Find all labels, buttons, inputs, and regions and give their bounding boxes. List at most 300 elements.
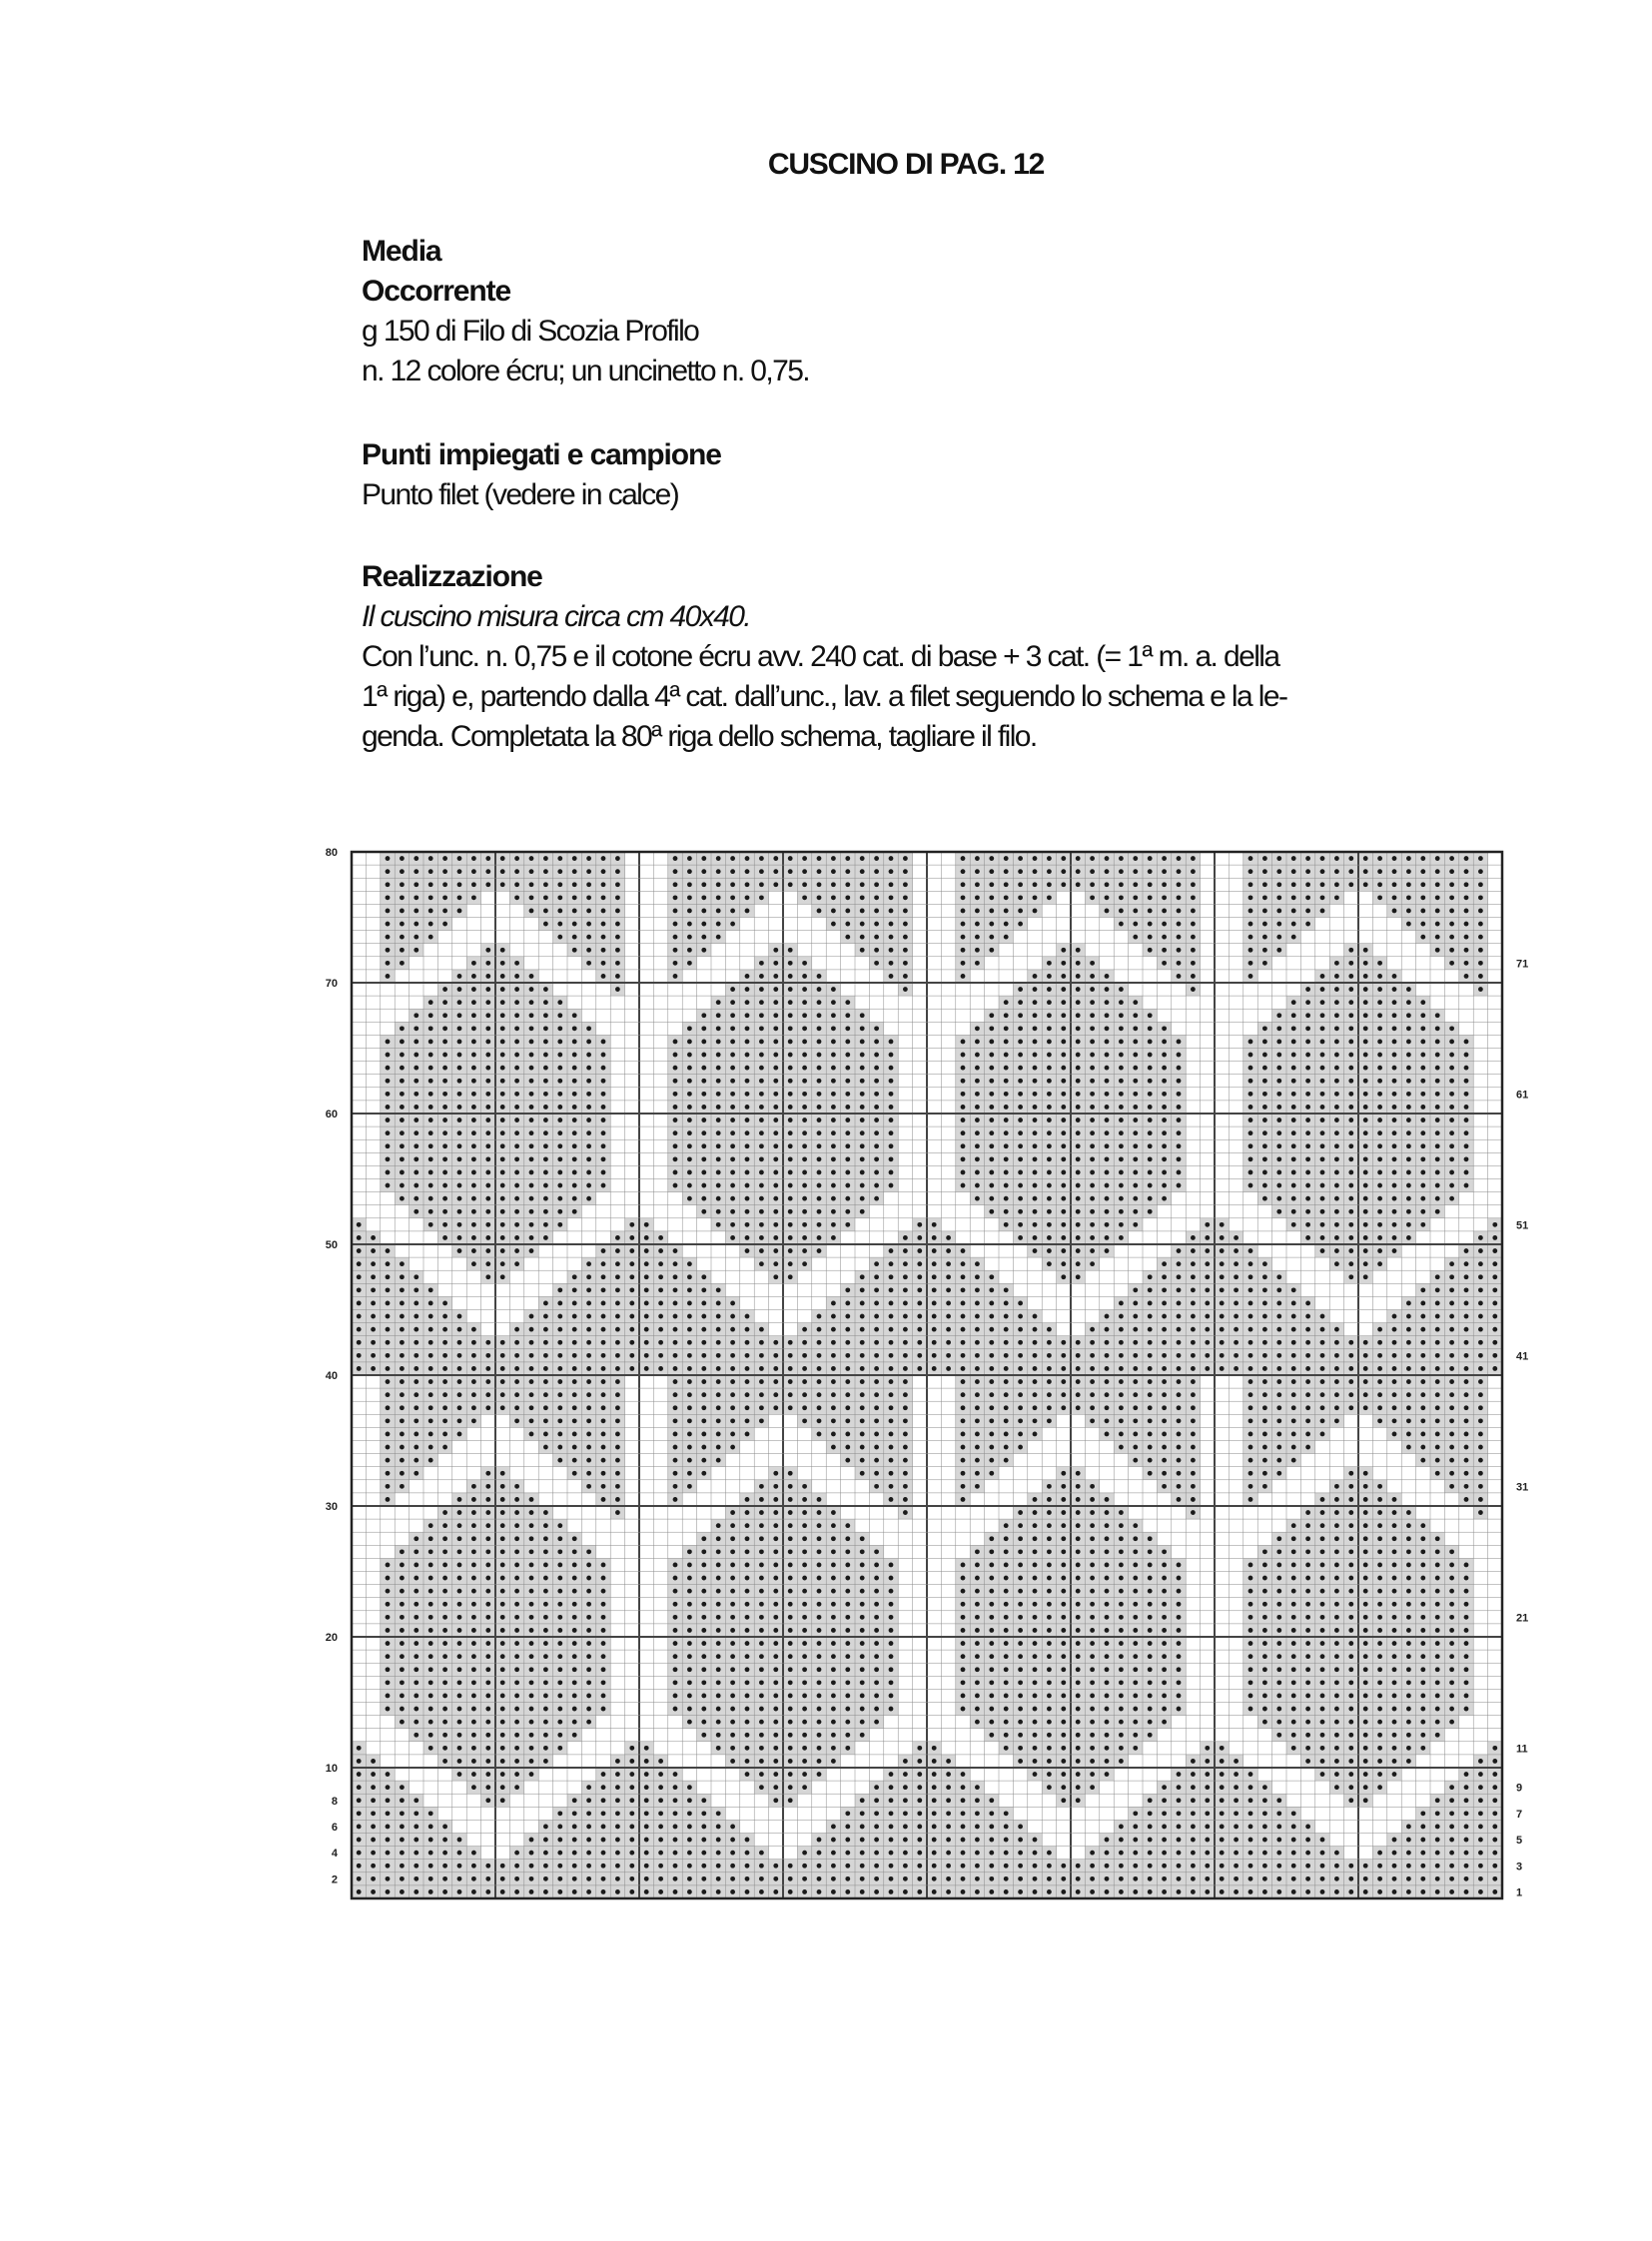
chart-cell-empty [366,1022,380,1035]
chart-cell-filled [1377,1222,1382,1227]
chart-cell-filled [1105,1615,1110,1620]
chart-cell-empty [639,1480,653,1493]
chart-cell-empty [437,931,451,944]
chart-cell-filled [961,922,966,927]
chart-cell-filled [1320,1432,1325,1437]
chart-cell-empty [653,1022,667,1035]
chart-cell-filled [471,1222,476,1227]
chart-cell-filled [471,1209,476,1214]
chart-cell-filled [514,1602,519,1607]
chart-cell-filled [1076,1143,1081,1148]
chart-cell-filled [1464,1589,1469,1594]
chart-cell-filled [730,1130,735,1135]
chart-cell-empty [581,1532,595,1545]
chart-cell-filled [543,1143,548,1148]
chart-cell-filled [1334,1196,1339,1201]
chart-cell-filled [457,1353,462,1358]
chart-cell-filled [471,1628,476,1633]
chart-cell-filled [860,1340,865,1345]
chart-cell-filled [961,1092,966,1097]
chart-cell-filled [514,1405,519,1410]
chart-cell-filled [889,1641,894,1646]
chart-cell-filled [529,1563,534,1568]
chart-cell-filled [831,1040,836,1045]
chart-cell-filled [1291,1170,1296,1175]
chart-cell-empty [1201,957,1215,970]
chart-cell-filled [400,1040,405,1045]
chart-cell-empty [1071,904,1085,917]
chart-cell-empty [466,918,480,931]
chart-cell-filled [1105,1079,1110,1084]
chart-cell-empty [1085,904,1099,917]
chart-cell-filled [1133,1118,1138,1122]
chart-cell-filled [860,882,865,887]
chart-cell-filled [1262,1471,1267,1476]
chart-cell-empty [423,1244,437,1257]
chart-cell-empty [452,1257,466,1270]
chart-cell-empty [1488,1401,1502,1414]
chart-cell-empty [941,1088,955,1101]
chart-cell-empty [366,996,380,1009]
chart-cell-filled [673,909,678,914]
chart-cell-filled [716,909,721,914]
chart-cell-filled [1464,1170,1469,1175]
chart-cell-filled [961,1497,966,1502]
chart-cell-empty [985,1506,999,1519]
chart-cell-filled [1363,987,1368,992]
chart-cell-filled [1148,1209,1153,1214]
chart-cell-filled [529,1222,534,1227]
chart-cell-empty [1186,1637,1200,1650]
chart-cell-filled [586,856,591,861]
chart-cell-empty [711,1270,725,1283]
chart-cell-filled [529,1536,534,1541]
chart-cell-filled [1305,1327,1310,1332]
chart-cell-empty [653,957,667,970]
chart-cell-filled [773,1026,778,1031]
chart-cell-filled [889,1092,894,1097]
chart-cell-filled [1018,1641,1023,1646]
chart-cell-filled [457,974,462,979]
chart-cell-filled [1162,1092,1167,1097]
chart-cell-empty [1186,1519,1200,1532]
chart-cell-filled [471,1170,476,1175]
chart-cell-filled [1478,1274,1483,1279]
chart-cell-empty [466,1283,480,1296]
chart-cell-filled [961,1143,966,1148]
chart-cell-filled [586,1484,591,1489]
chart-cell-empty [697,1231,711,1244]
chart-cell-filled [557,1445,562,1450]
chart-cell-filled [1435,1143,1440,1148]
chart-cell-filled [428,1602,433,1607]
chart-cell-empty [1257,996,1271,1009]
chart-cell-filled [1320,1053,1325,1058]
chart-cell-empty [1085,944,1099,957]
chart-cell-filled [1119,1536,1124,1541]
chart-cell-filled [1133,856,1138,861]
chart-cell-filled [485,1053,490,1058]
chart-cell-filled [601,1143,606,1148]
chart-cell-empty [797,1454,811,1467]
chart-cell-empty [423,1493,437,1506]
chart-cell-filled [500,1040,505,1045]
chart-cell-filled [500,1602,505,1607]
chart-cell-filled [601,1471,606,1476]
chart-cell-filled [1177,909,1182,914]
chart-cell-filled [687,1274,692,1279]
chart-cell-empty [1387,1296,1401,1309]
chart-cell-filled [500,1222,505,1227]
chart-cell-filled [946,1287,951,1292]
chart-cell-empty [581,1218,595,1231]
chart-cell-filled [989,1118,994,1122]
chart-cell-filled [1334,1353,1339,1358]
chart-cell-filled [485,1013,490,1018]
chart-cell-filled [1033,1615,1038,1620]
chart-cell-filled [1435,1458,1440,1463]
chart-cell-empty [985,1480,999,1493]
chart-cell-filled [572,1615,577,1620]
chart-cell-empty [653,1101,667,1114]
chart-cell-empty [437,1480,451,1493]
chart-cell-filled [1076,1222,1081,1227]
chart-cell-empty [941,852,955,865]
chart-cell-filled [1392,1523,1397,1528]
chart-cell-filled [788,1053,793,1058]
chart-cell-empty [1488,1611,1502,1624]
chart-cell-filled [1047,1563,1052,1568]
chart-cell-empty [567,996,581,1009]
chart-cell-filled [1248,1118,1253,1122]
chart-cell-filled [442,869,447,874]
chart-cell-filled [1392,1497,1397,1502]
chart-cell-filled [557,1222,562,1227]
chart-cell-filled [1464,1641,1469,1646]
chart-cell-filled [1449,882,1454,887]
chart-cell-filled [400,882,405,887]
chart-cell-filled [1392,1053,1397,1058]
chart-cell-filled [1191,1405,1196,1410]
chart-cell-filled [1047,1092,1052,1097]
chart-cell-empty [1243,996,1257,1009]
chart-cell-filled [701,1602,706,1607]
chart-cell-empty [653,1205,667,1218]
chart-cell-filled [1033,987,1038,992]
chart-cell-empty [1229,944,1242,957]
chart-cell-filled [701,1471,706,1476]
chart-cell-empty [913,1165,927,1178]
chart-cell-filled [1177,1340,1182,1345]
chart-cell-filled [1449,1040,1454,1045]
chart-cell-empty [1329,1310,1343,1323]
chart-cell-empty [754,904,768,917]
chart-cell-empty [941,1075,955,1088]
chart-cell-filled [1449,1418,1454,1423]
chart-cell-filled [961,1053,966,1058]
chart-cell-filled [673,1458,678,1463]
chart-cell-empty [1272,1519,1286,1532]
chart-cell-filled [1119,1563,1124,1568]
chart-cell-filled [1148,1340,1153,1345]
chart-cell-filled [975,1445,980,1450]
chart-cell-filled [932,1235,937,1240]
chart-cell-filled [1148,909,1153,914]
chart-cell-filled [1148,1418,1153,1423]
chart-cell-filled [874,1327,879,1332]
chart-cell-filled [1420,1366,1425,1371]
chart-cell-filled [1449,1628,1454,1633]
chart-cell-empty [366,1506,380,1519]
chart-cell-empty [352,970,366,983]
chart-cell-empty [740,1441,754,1454]
chart-cell-filled [1248,1053,1253,1058]
chart-cell-filled [817,1536,822,1541]
chart-cell-filled [687,1392,692,1397]
chart-cell-filled [1018,869,1023,874]
chart-cell-filled [1162,1654,1167,1659]
chart-cell-filled [845,895,850,900]
chart-cell-filled [658,1235,663,1240]
chart-cell-filled [817,1092,822,1097]
chart-cell-filled [629,1222,634,1227]
chart-cell-filled [845,1641,850,1646]
chart-cell-filled [845,882,850,887]
chart-cell-empty [927,1545,941,1558]
chart-cell-empty [941,1022,955,1035]
chart-background [352,852,1502,1898]
chart-cell-filled [1291,1392,1296,1397]
chart-cell-empty [740,1270,754,1283]
chart-cell-filled [903,935,908,940]
chart-cell-empty [1459,996,1473,1009]
chart-cell-filled [673,1353,678,1358]
chart-cell-filled [860,1143,865,1148]
chart-cell-empty [524,944,538,957]
chart-cell-filled [1449,1641,1454,1646]
chart-cell-empty [826,1283,840,1296]
chart-cell-filled [961,1654,966,1659]
chart-cell-empty [639,878,653,891]
chart-cell-empty [869,1519,883,1532]
chart-cell-filled [1076,1092,1081,1097]
chart-cell-filled [1076,1105,1081,1110]
chart-cell-filled [903,1314,908,1319]
chart-cell-filled [1119,869,1124,874]
chart-cell-empty [970,983,984,996]
chart-cell-filled [874,1301,879,1306]
chart-cell-empty [725,1283,739,1296]
chart-cell-filled [1033,1222,1038,1227]
chart-cell-filled [514,1615,519,1620]
chart-cell-filled [889,1497,894,1502]
chart-cell-filled [1464,1392,1469,1397]
chart-cell-filled [400,1484,405,1489]
chart-cell-filled [759,1209,764,1214]
chart-cell-filled [1090,1654,1095,1659]
chart-cell-filled [1090,1196,1095,1201]
chart-cell-filled [1248,895,1253,900]
chart-cell-filled [586,909,591,914]
chart-cell-filled [1191,935,1196,940]
chart-cell-filled [1177,948,1182,953]
chart-cell-filled [903,1458,908,1463]
chart-cell-filled [701,1092,706,1097]
chart-cell-filled [1076,1379,1081,1384]
chart-cell-filled [1478,922,1483,927]
chart-cell-filled [961,1301,966,1306]
chart-cell-empty [1201,1493,1215,1506]
chart-cell-filled [1334,1235,1339,1240]
chart-cell-empty [682,1532,696,1545]
chart-cell-empty [927,852,941,865]
chart-cell-filled [1291,1563,1296,1568]
chart-cell-filled [1119,1183,1124,1188]
chart-cell-empty [941,957,955,970]
chart-cell-empty [855,1231,869,1244]
chart-cell-filled [1449,1458,1454,1463]
chart-cell-filled [831,882,836,887]
chart-cell-filled [802,1261,807,1266]
chart-cell-empty [610,1519,624,1532]
chart-cell-filled [400,1576,405,1581]
chart-cell-filled [1305,1510,1310,1515]
chart-cell-filled [759,1130,764,1135]
chart-cell-filled [1478,1432,1483,1437]
chart-cell-filled [1320,856,1325,861]
chart-cell-empty [898,1035,912,1048]
chart-cell-empty [913,1427,927,1440]
chart-cell-filled [601,1040,606,1045]
chart-cell-filled [1305,882,1310,887]
chart-cell-filled [1162,1405,1167,1410]
chart-cell-filled [1276,1274,1281,1279]
chart-cell-filled [730,1222,735,1227]
chart-cell-filled [572,1471,577,1476]
chart-cell-empty [812,1283,826,1296]
chart-cell-filled [471,1327,476,1332]
chart-cell-filled [471,1340,476,1345]
chart-cell-filled [673,922,678,927]
chart-cell-filled [1276,1366,1281,1371]
chart-cell-filled [557,1327,562,1332]
chart-cell-filled [1262,1340,1267,1345]
chart-cell-empty [668,1506,682,1519]
chart-cell-empty [1387,1257,1401,1270]
chart-cell-empty [1488,865,1502,878]
chart-cell-filled [759,1340,764,1345]
chart-cell-filled [1162,1549,1167,1554]
chart-cell-filled [745,1392,750,1397]
chart-cell-filled [788,1510,793,1515]
chart-cell-empty [581,996,595,1009]
chart-cell-empty [1416,1231,1430,1244]
chart-cell-filled [1248,882,1253,887]
chart-cell-filled [845,1602,850,1607]
chart-cell-filled [817,1654,822,1659]
chart-cell-empty [855,1506,869,1519]
chart-cell-filled [773,948,778,953]
chart-cell-filled [1018,1000,1023,1005]
chart-cell-filled [1105,1523,1110,1528]
chart-cell-filled [831,909,836,914]
chart-cell-filled [1377,1105,1382,1110]
chart-cell-filled [572,1340,577,1345]
chart-cell-filled [442,922,447,927]
chart-cell-filled [673,1392,678,1397]
chart-cell-filled [831,1079,836,1084]
chart-cell-filled [961,1445,966,1450]
chart-cell-filled [1348,1000,1353,1005]
chart-cell-empty [1401,1493,1415,1506]
chart-cell-empty [941,1572,955,1585]
chart-cell-empty [1387,944,1401,957]
chart-cell-filled [601,1445,606,1450]
chart-cell-empty [1071,1283,1085,1296]
chart-cell-filled [1392,882,1397,887]
chart-cell-filled [543,1418,548,1423]
chart-cell-filled [773,1615,778,1620]
chart-cell-empty [1201,1532,1215,1545]
chart-cell-empty [352,1035,366,1048]
chart-cell-filled [1348,1105,1353,1110]
chart-cell-filled [1090,1066,1095,1071]
chart-cell-empty [1201,1585,1215,1598]
chart-cell-filled [615,856,620,861]
chart-cell-filled [1305,909,1310,914]
chart-cell-filled [788,1079,793,1084]
chart-cell-filled [428,1418,433,1423]
chart-cell-filled [1377,856,1382,861]
chart-cell-empty [1042,1296,1056,1309]
chart-cell-empty [1085,1283,1099,1296]
chart-cell-filled [1105,1130,1110,1135]
chart-cell-empty [653,1611,667,1624]
chart-cell-filled [1276,1053,1281,1058]
chart-cell-filled [428,1000,433,1005]
chart-cell-filled [874,869,879,874]
chart-cell-filled [773,1248,778,1253]
chart-cell-empty [1114,1257,1128,1270]
chart-cell-filled [514,1261,519,1266]
chart-cell-filled [500,1497,505,1502]
chart-cell-filled [400,1143,405,1148]
chart-cell-filled [1363,1510,1368,1515]
chart-cell-filled [961,1379,966,1384]
chart-cell-filled [1090,856,1095,861]
chart-cell-filled [442,1196,447,1201]
chart-cell-empty [639,1049,653,1062]
chart-cell-empty [1201,1598,1215,1611]
chart-cell-filled [1348,1066,1353,1071]
chart-cell-empty [884,1205,898,1218]
chart-cell-filled [457,1327,462,1332]
chart-cell-filled [543,1615,548,1620]
chart-cell-filled [543,1196,548,1201]
chart-cell-empty [1372,944,1386,957]
chart-cell-filled [1392,1392,1397,1397]
chart-cell-filled [1191,1379,1196,1384]
chart-cell-filled [673,1379,678,1384]
chart-cell-filled [1262,1366,1267,1371]
chart-cell-filled [1148,948,1153,953]
chart-cell-filled [788,1143,793,1148]
chart-cell-filled [1291,935,1296,940]
chart-cell-filled [1061,1040,1066,1045]
chart-cell-empty [1488,852,1502,865]
chart-cell-empty [610,1545,624,1558]
chart-cell-empty [366,1558,380,1571]
